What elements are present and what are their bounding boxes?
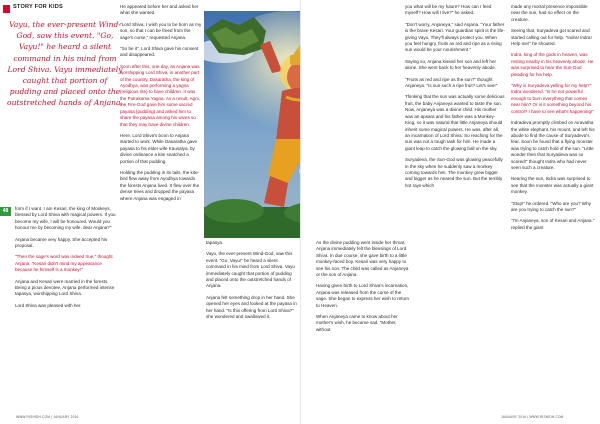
section-title: STORY FOR KIDS <box>13 4 63 10</box>
story-paragraph: "Then the sage's word was indeed true," thought Anjana. "Kesari didn't mind my appearance because he himself is a monkey!" <box>15 254 113 273</box>
story-paragraph: you what will be my future? How can I feed myself? How will I live?" he asked. <box>405 4 492 16</box>
story-paragraph: Soon after this, one day, as Anjana was worshipping Lord Shiva, in another part of the country, Dasaratha, the king of Ayodhya, was performing a yagna (religious rite) to have children. It was the Putrakama Yagna. As a result, Agni, the Fire-God gave him some sacred payasa (pudding) and asked him to share the payasa among his wives so that they may have divine children. <box>120 63 200 127</box>
story-paragraph: Seeing that, Suryadeva got scared and started calling out for help. "Indra! Indra! Help me!" he shouted. <box>511 28 592 47</box>
story-paragraph: Having given birth to Lord Shiva's incarnation, Anjana was released from the curse of the sage. She began to express her wish to return to Heaven. <box>316 283 410 308</box>
story-paragraph: Anjana became very happy. She accepted his proposal. <box>15 236 108 249</box>
footer-left: WWW.RISHIDH.COM | JANUARY 2016 <box>16 415 79 419</box>
story-paragraph: He appeared before her and asked her what she wanted. <box>120 4 199 16</box>
story-paragraph: form if I want. I am Kesari, the king of Monkeys, blessed by Lord Shiva with magical powers. If you become my wife, I will be honoured. Would you honour me by becoming my wife, dear Anjana?" <box>15 206 116 231</box>
pull-quote: Vayu, the ever-present Wind-God, saw this event. "Go, Vayu!" he heard a silent command in his mind from Lord Shiva. Vayu immediately caught that portion of pudding and placed onto the outstretched hands of Anjana. <box>7 20 123 108</box>
page-number: 48 <box>0 207 11 216</box>
story-paragraph: Holding the pudding in its tails, the kite-bird flew away from Ayodhya towards the forests Anjana lived. It flew over the dense trees and dropped the payasa where Anjana was engaged in <box>120 169 200 201</box>
text-column-3 <box>206 240 298 325</box>
story-paragraph: "I'm Anjaneya, son of Kesari and Anjana." replied the giant <box>511 218 595 230</box>
text-column-4 <box>316 240 412 338</box>
story-paragraph: Indra, king of the gods in heaven, was resting nearby in his heavenly abode. He was surprised to hear the Sun-God pleading for his help. <box>511 52 594 77</box>
story-paragraph: "Lord Shiva, I wish you to be born as my son, so that I can be freed from the sage's curse," requested Anjana. <box>120 21 202 40</box>
story-paragraph: Vayu, the ever-present Wind-God, saw this event. "Go, Vayu!" he heard a silent command in his mind from Lord Shiva. Vayu immediately caught that portion of pudding and placed onto the outstretched hands of Anjana. <box>206 251 295 289</box>
text-column-5 <box>405 4 505 194</box>
story-paragraph: made any mortal presence impossible near the sun, had no effect on the creature. <box>511 4 588 22</box>
story-paragraph: "Why is Suryadeva yelling for my help?" Indra wondered. "Is he not powerful enough to burn everything that comes near him? Or is it something beyond his control? I have to see what's happening!" <box>511 83 594 114</box>
story-paragraph: "So be it", Lord Shiva gave his consent and disappeared. <box>120 46 199 58</box>
text-column-2 <box>120 4 202 207</box>
text-column-6 <box>511 4 595 236</box>
story-paragraph: Anjana felt something drop in her hand. She opened her eyes and looked at the payasa in her hand. "Is this offering from Lord Shiva?" she wondered and swallowed it. <box>206 294 297 320</box>
story-paragraph: Nearing the sun, Indra was surprised to see that the monster was actually a giant monkey. <box>511 176 594 195</box>
story-paragraph: Lord Shiva was pleased with her. <box>15 302 82 308</box>
story-paragraph: As the divine pudding went inside her throat, Anjana immediately felt the blessings of Lord Shiva. In due course, she gave birth to a little monkey-faced boy. Kesari was very happy to see his son. The child was called as Anjaneya or the son of Anjana. <box>316 240 409 278</box>
story-paragraph: Here, Lord Shiva's boon to Anjana started to work. While Dasaratha gave payasa to his elder wife Kausalya, by divine ordinance a kite snatched a portion of that pudding. <box>120 132 198 164</box>
story-paragraph: "Stop!" he ordered. "Who are you? Why are you trying to catch the sun?" <box>511 200 591 212</box>
section-marker <box>3 5 10 13</box>
story-paragraph: tapasya. <box>206 240 224 245</box>
story-paragraph: Thinking that the sun was actually some delicious fruit, the baby Anjaneya wanted to taste the sun. Now, Anjaneya was a divine child. His mother was an apsara and his father was a Monkey-King, so it was natural that little Anjaneya should inherit some magical powers. He was, after all, an incarnation of Lord Shiva. So reaching for the sun was not a tough task for him. He made a giant leap to catch the glowing ball on the sky. <box>405 94 505 151</box>
text-column-1 <box>15 206 119 314</box>
story-paragraph: Suryadeva, the Sun-God was glowing peacefully in the sky when he suddenly saw a monkey coming towards him. The monkey grew bigger and bigger as he neared the sun. But the terribly hot rays which <box>405 157 503 188</box>
story-paragraph: Saying so, Anjana kissed her son and left her alone. She went back to her heavenly abode. <box>405 58 497 71</box>
right-page <box>300 0 600 424</box>
story-paragraph: Indradeva promptly climbed on Airavatha the white elephant, his mount, and left his abode to find the cause of Suryadeva's fear. Soon he found that a flying monster was trying to catch hold of the sun. "Little wonder then that Suryadeva was so scared!" thought Indra who had never seen such a creature. <box>511 120 595 170</box>
story-paragraph: Anjana and Kesari were married in the forests. Being a pious devotee, Anjana performed intense tapasya, worshipping Lord Shiva. <box>15 278 115 297</box>
story-paragraph: "Don't worry, Anjaneya," said Anjana. "Your father is the brave Kesari. Your guardian spirit is the life-giving Vayu. They'll always protect you. When you feel hungry, fruits as red and ripe as a rising sun would be your nourishment." <box>405 21 505 53</box>
story-paragraph: When Anjaneya came to know about her mother's wish, he became sad. "Mother, without <box>316 314 398 332</box>
footer-right: JANUARY 2016 | WWW.RISHIDH.COM <box>501 415 564 419</box>
story-paragraph: "Fruits as red and ripe as the sun?" thought Anjaneya. "Is sun such a ripe fruit? Let's see!" <box>405 76 498 89</box>
